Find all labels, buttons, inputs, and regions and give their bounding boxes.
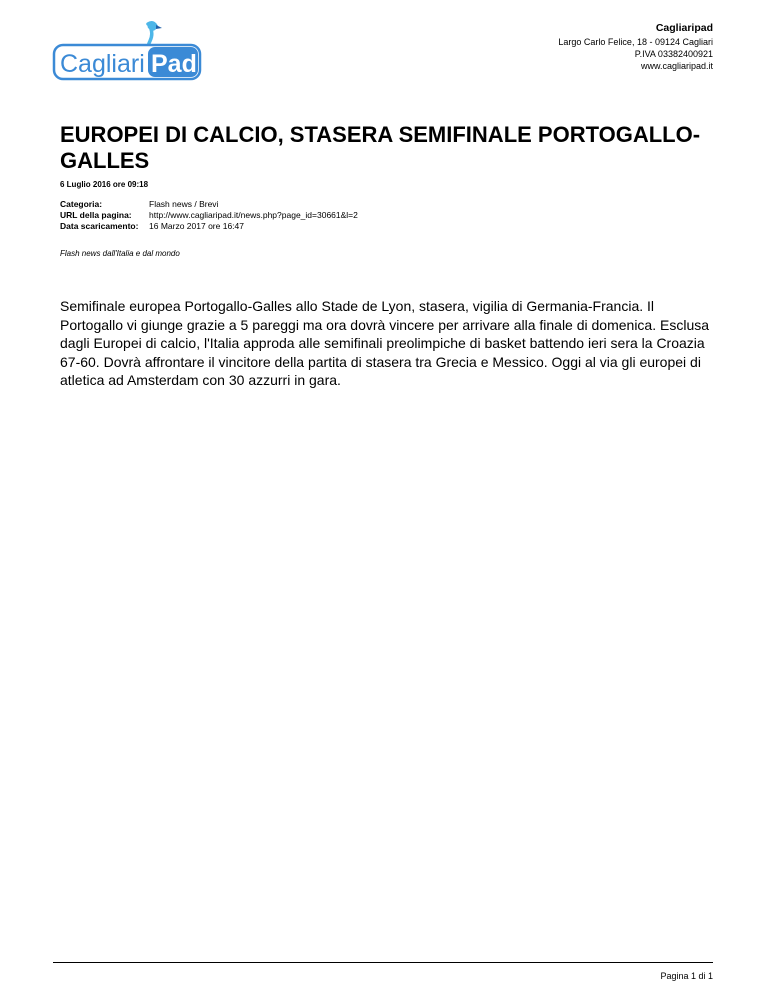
- meta-row-category: [60, 199, 358, 210]
- company-address: Largo Carlo Felice, 18 - 09124 Cagliari: [558, 37, 713, 47]
- meta-label: URL della pagina:: [60, 210, 132, 220]
- meta-row-url: [60, 210, 358, 221]
- company-name: Cagliaripad: [655, 22, 713, 34]
- article-subtitle: Flash news dall'Italia e dal mondo: [60, 249, 180, 258]
- article-meta: [60, 199, 358, 232]
- company-website: www.cagliaripad.it: [640, 61, 713, 71]
- article-title: EUROPEI DI CALCIO, STASERA SEMIFINALE PORTOGALLO-GALLES: [60, 122, 701, 173]
- footer-divider: [53, 962, 713, 963]
- meta-label: Categoria:: [60, 199, 103, 209]
- logo-text-pad: Pad: [151, 50, 197, 78]
- cagliaripad-logo: [52, 20, 202, 82]
- meta-label: Data scaricamento:: [60, 221, 139, 231]
- company-vat: P.IVA 03382400921: [634, 49, 713, 59]
- page-number: Pagina 1 di 1: [660, 971, 713, 981]
- article-body: Semifinale europea Portogallo-Galles allo Stade de Lyon, stasera, vigilia di Germania-Francia. Il Portogallo vi giunge grazie a 5 pareggi ma ora dovrà vincere per arrivare alla finale di domenica. Esclusa dagli Europei di calcio, l'Italia approda alle semifinali preolimpiche di basket battendo ieri sera la Croazia 67-60. Dovrà affrontare il vincitore della partita di stasera tra Grecia e Messico. Oggi al via gli europei di atletica ad Amsterdam con 30 azzurri in gara.: [60, 298, 710, 388]
- meta-value: Flash news / Brevi: [149, 199, 219, 209]
- meta-value-url[interactable]: http://www.cagliaripad.it/news.php?page_id=30661&l=2: [149, 210, 358, 220]
- meta-value: 16 Marzo 2017 ore 16:47: [149, 221, 244, 231]
- article-date: 6 Luglio 2016 ore 09:18: [60, 180, 149, 189]
- company-info: [558, 22, 713, 72]
- flamingo-logo-icon: [52, 20, 202, 82]
- logo-text-cagliari: Cagliari: [60, 50, 145, 78]
- meta-row-download-date: [60, 221, 358, 232]
